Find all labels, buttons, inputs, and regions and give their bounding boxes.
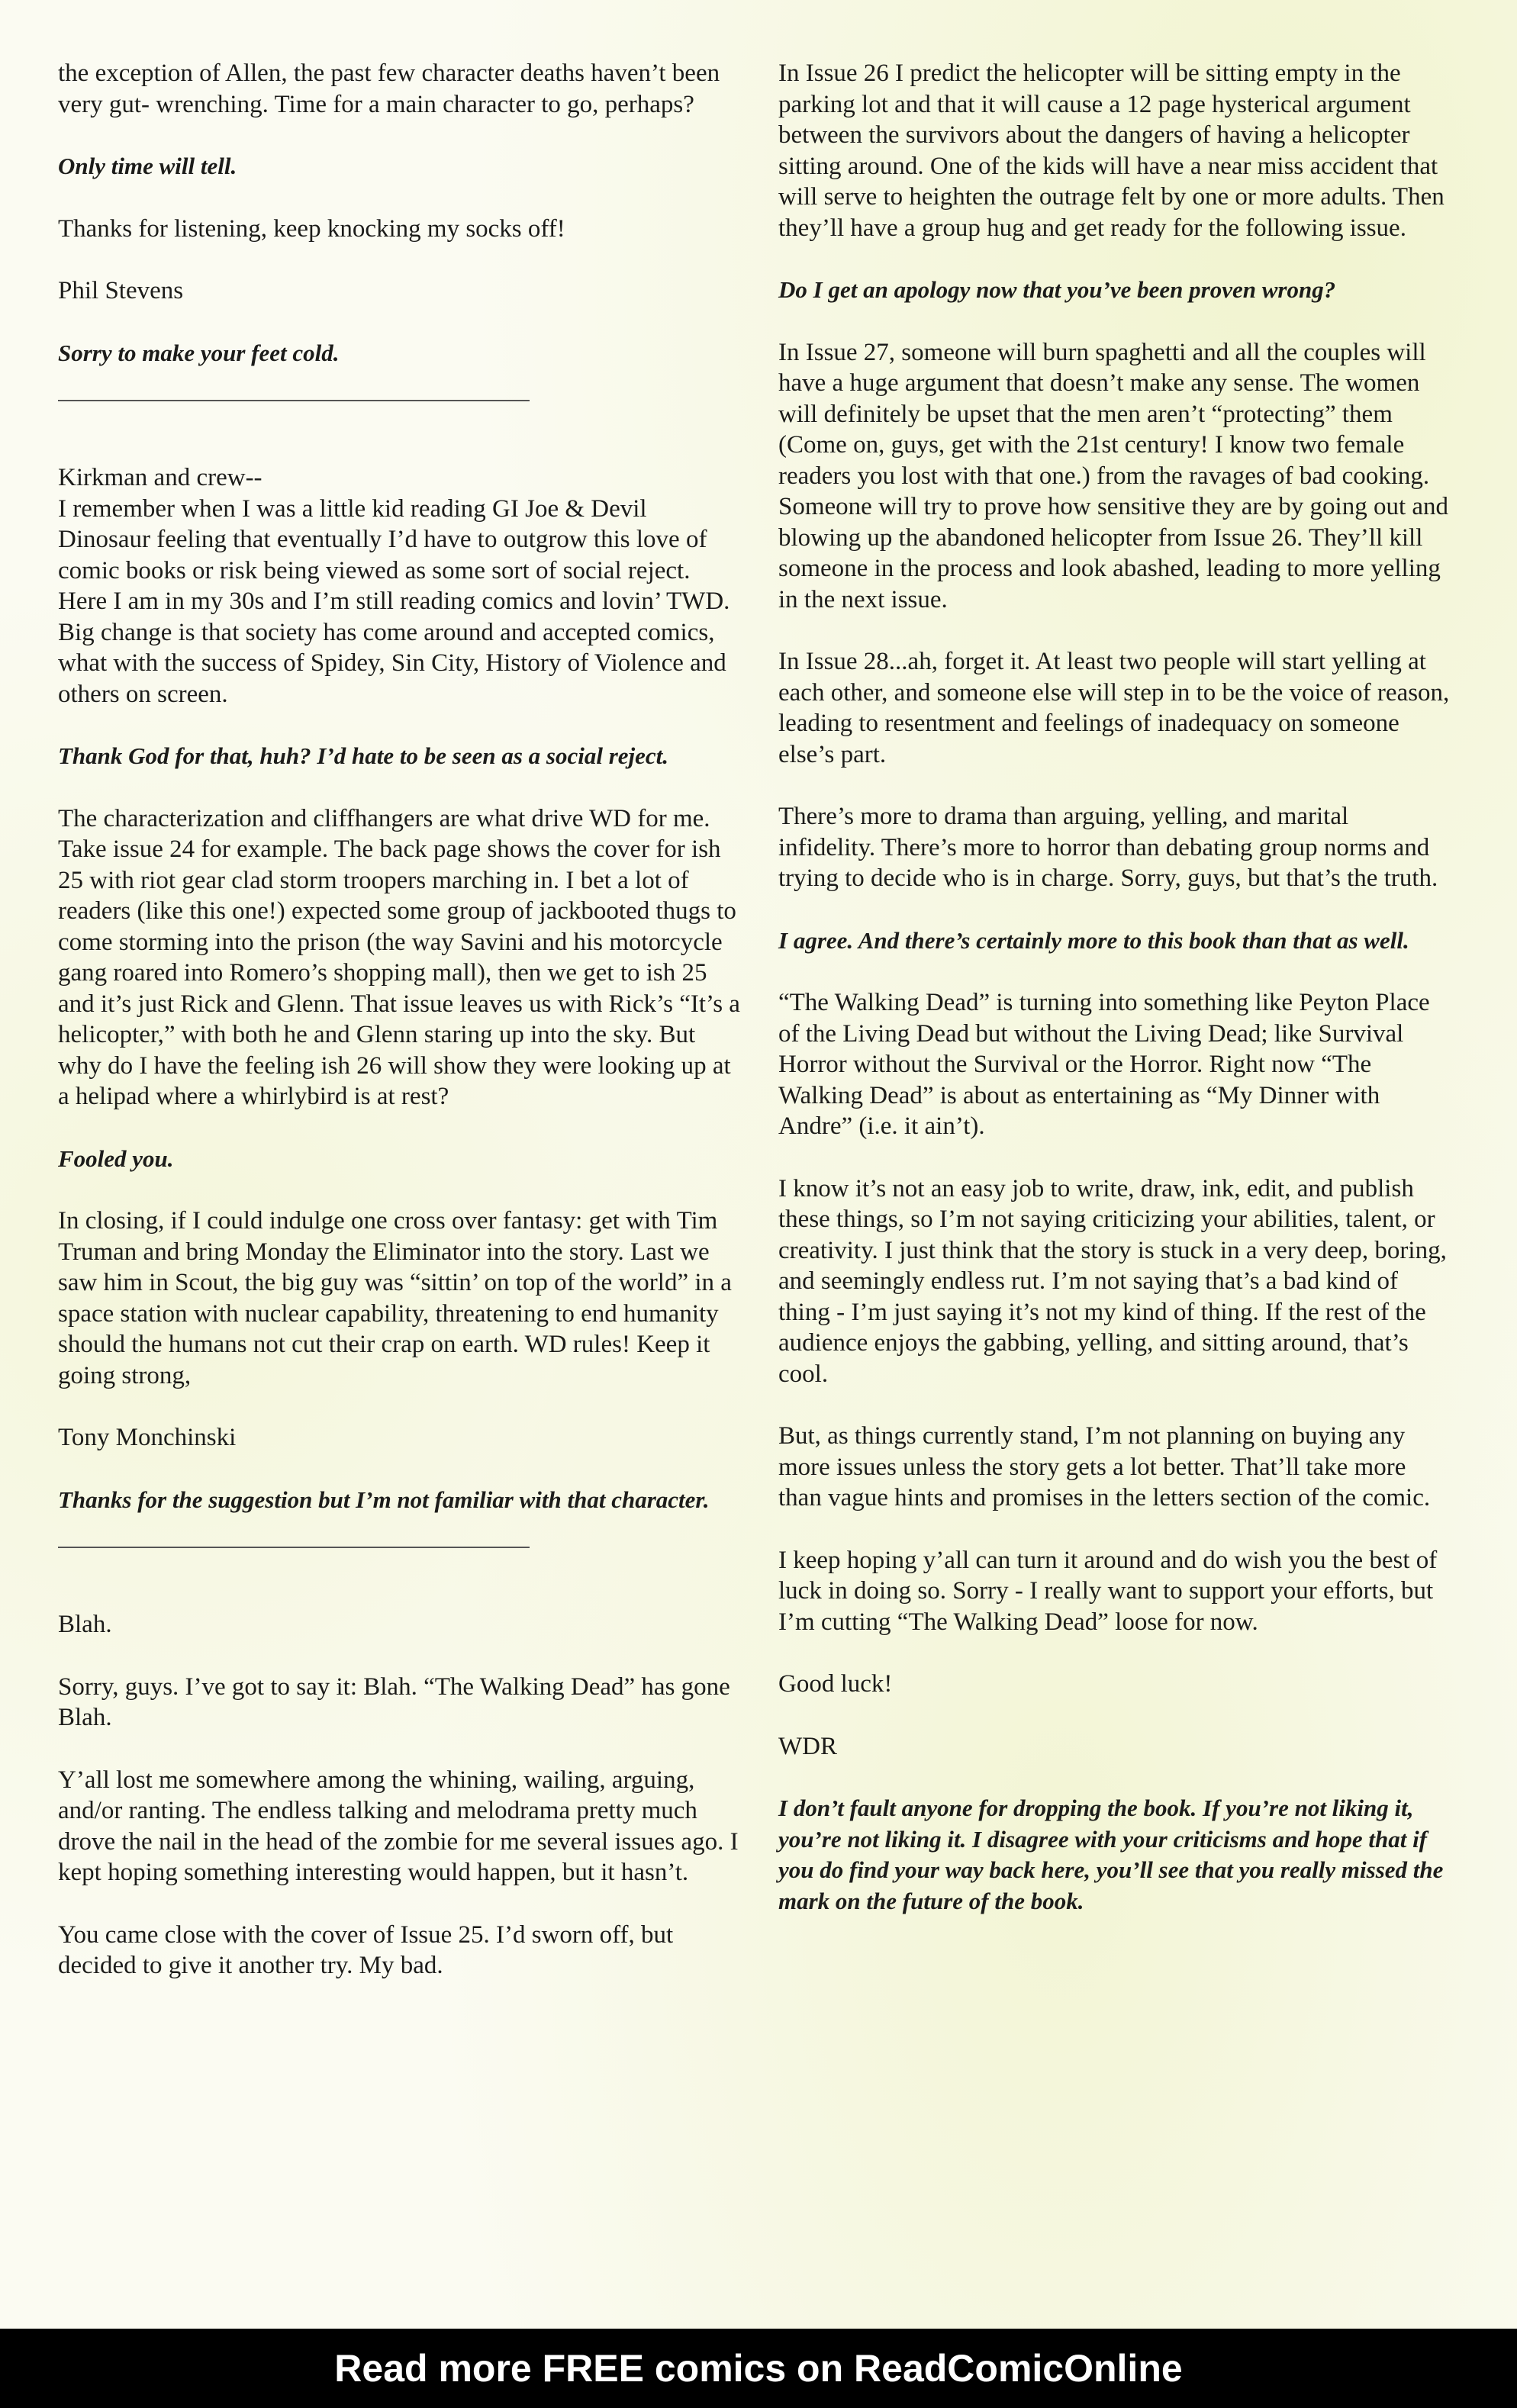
editor-reply: Thank God for that, huh? I’d hate to be seen as a social reject. [58,742,669,769]
letter-paragraph: Sorry, guys. I’ve got to say it: Blah. “The Walking Dead” has gone Blah. [58,1672,730,1731]
letter-paragraph: the exception of Allen, the past few character deaths haven’t been very gut- wrenching. Time for a main character to go, perhaps? [58,60,720,118]
letter-closing: Thanks for listening, keep knocking my socks off! [58,214,565,243]
letter-paragraph: You came close with the cover of Issue 25. I’d sworn off, but decided to give it another try. My bad. [58,1920,674,1979]
left-column [58,58,745,2013]
letter-paragraph: I keep hoping y’all can turn it around and do wish you the best of luck in doing so. Sorry - I really want to support your efforts, but I’m cutting “The Walking Dead” loose for now. [778,1546,1438,1636]
editor-reply: Only time will tell. [58,153,237,179]
letter-closing: Good luck! [778,1670,893,1698]
letter-opening: Blah. [58,1611,112,1638]
editor-reply: Thanks for the suggestion but I’m not familiar with that character. [58,1486,710,1513]
right-column [778,58,1450,1948]
letter-divider [58,1547,530,1548]
letter-paragraph: In Issue 28...ah, forget it. At least two people will start yelling at each other, and someone else will step in to be the voice of reason, leading to resentment and feelings of inadequacy on someone else’s part. [778,648,1450,768]
letter-paragraph: In closing, if I could indulge one cross over fantasy: get with Tim Truman and bring Monday the Eliminator into the story. Last we saw him in Scout, the big guy was “sittin’ on top of the world” in a space station with nuclear capability, threatening to end humanity should the humans not cut their crap on earth. WD rules! Keep it going strong, [58,1207,732,1389]
letter-signature: Phil Stevens [58,277,184,304]
letter-paragraph: The characterization and cliffhangers are what drive WD for me. Take issue 24 for example. The back page shows the cover for ish 25 with riot gear clad storm troopers marching in. I bet a lot of readers (like this one!) expected some group of jackbooted thugs to come storming into the prison (the way Savini and his motorcycle gang roared into Romero’s shopping mall), then we get to ish 25 and it’s just Rick and Glenn. That issue leaves us with Rick’s “It’s a helicopter,” with both he and Glenn staring up into the sky. But why do I have the feeling ish 26 will show they were looking up at a helipad where a whirlybird is at rest? [58,804,740,1110]
promo-banner[interactable] [0,2329,1517,2408]
letter-paragraph: But, as things currently stand, I’m not planning on buying any more issues unless the story gets a lot better. That’ll take more than vague hints and promises in the letters section of the comic. [778,1422,1431,1511]
letter-paragraph: “The Walking Dead” is turning into something like Peyton Place of the Living Dead but without the Living Dead; like Survival Horror without the Survival or the Horror. Right now “The Walking Dead” is about as entertaining as “My Dinner with Andre” (i.e. it ain’t). [778,989,1430,1140]
letter-divider [58,400,530,401]
letter-paragraph: I remember when I was a little kid reading GI Joe & Devil Dinosaur feeling that eventually I’d have to outgrow this love of comic books or risk being viewed as some sort of social reject. Here I am in my 30s and I’m still reading comics and lovin’ TWD. Big change is that society has come around and accepted comics, what with the success of Spidey, Sin City, History of Violence and others on screen. [58,494,730,708]
letter-paragraph: There’s more to drama than arguing, yelling, and marital infidelity. There’s more to horror than debating group norms and trying to decide who is in charge. Sorry, guys, but that’s the truth. [778,803,1438,892]
editor-reply: Sorry to make your feet cold. [58,339,340,366]
letter-salutation: Kirkman and crew-- [58,464,262,491]
letter-paragraph: In Issue 27, someone will burn spaghetti and all the couples will have a huge argument that doesn’t make any sense. The women will definitely be upset that the men aren’t “protecting” them (Come on, guys, get with the 21st century! I know two female readers you lost with that one.) from the ravages of bad cooking. Someone will try to prove how sensitive they are by going out and blowing up the abandoned helicopter from Issue 26. They’ll kill someone in the process and look abashed, leading to more yelling in the next issue. [778,338,1449,613]
letter-signature: WDR [778,1732,837,1760]
editor-reply: I don’t fault anyone for dropping the book. If you’re not liking it, you’re not liking it. I disagree with your criticisms and hope that if you do find your way back here, you’ll see that you really missed the mark on the future of the book. [778,1795,1444,1914]
letter-signature: Tony Monchinski [58,1424,237,1451]
letter-paragraph: I know it’s not an easy job to write, draw, ink, edit, and publish these things, so I’m not saying criticizing your abilities, talent, or creativity. I just think that the story is stuck in a very deep, boring, and seemingly endless rut. I’m not saying that’s a bad kind of thing - I’m just saying it’s not my kind of thing. If the rest of the audience enjoys the gabbing, yelling, and sitting around, that’s cool. [778,1174,1447,1388]
editor-reply: I agree. And there’s certainly more to this book than that as well. [778,926,1409,954]
editor-reply: Fooled you. [58,1144,174,1172]
letter-paragraph: Y’all lost me somewhere among the whining, wailing, arguing, and/or ranting. The endless talking and melodrama pretty much drove the nail in the head of the zombie for me several issues ago. I kept hoping something interesting would happen, but it hasn’t. [58,1766,739,1886]
letter-paragraph: In Issue 26 I predict the helicopter will be sitting empty in the parking lot and that it will cause a 12 page hysterical argument between the survivors about the dangers of having a helicopter sitting around. One of the kids will have a near miss accident that will serve to heighten the outrage felt by one or more adults. Then they’ll have a group hug and get ready for the following issue. [778,60,1445,242]
promo-banner-text[interactable]: Read more FREE comics on ReadComicOnline [334,2347,1183,2390]
editor-reply: Do I get an apology now that you’ve been proven wrong? [778,276,1336,303]
